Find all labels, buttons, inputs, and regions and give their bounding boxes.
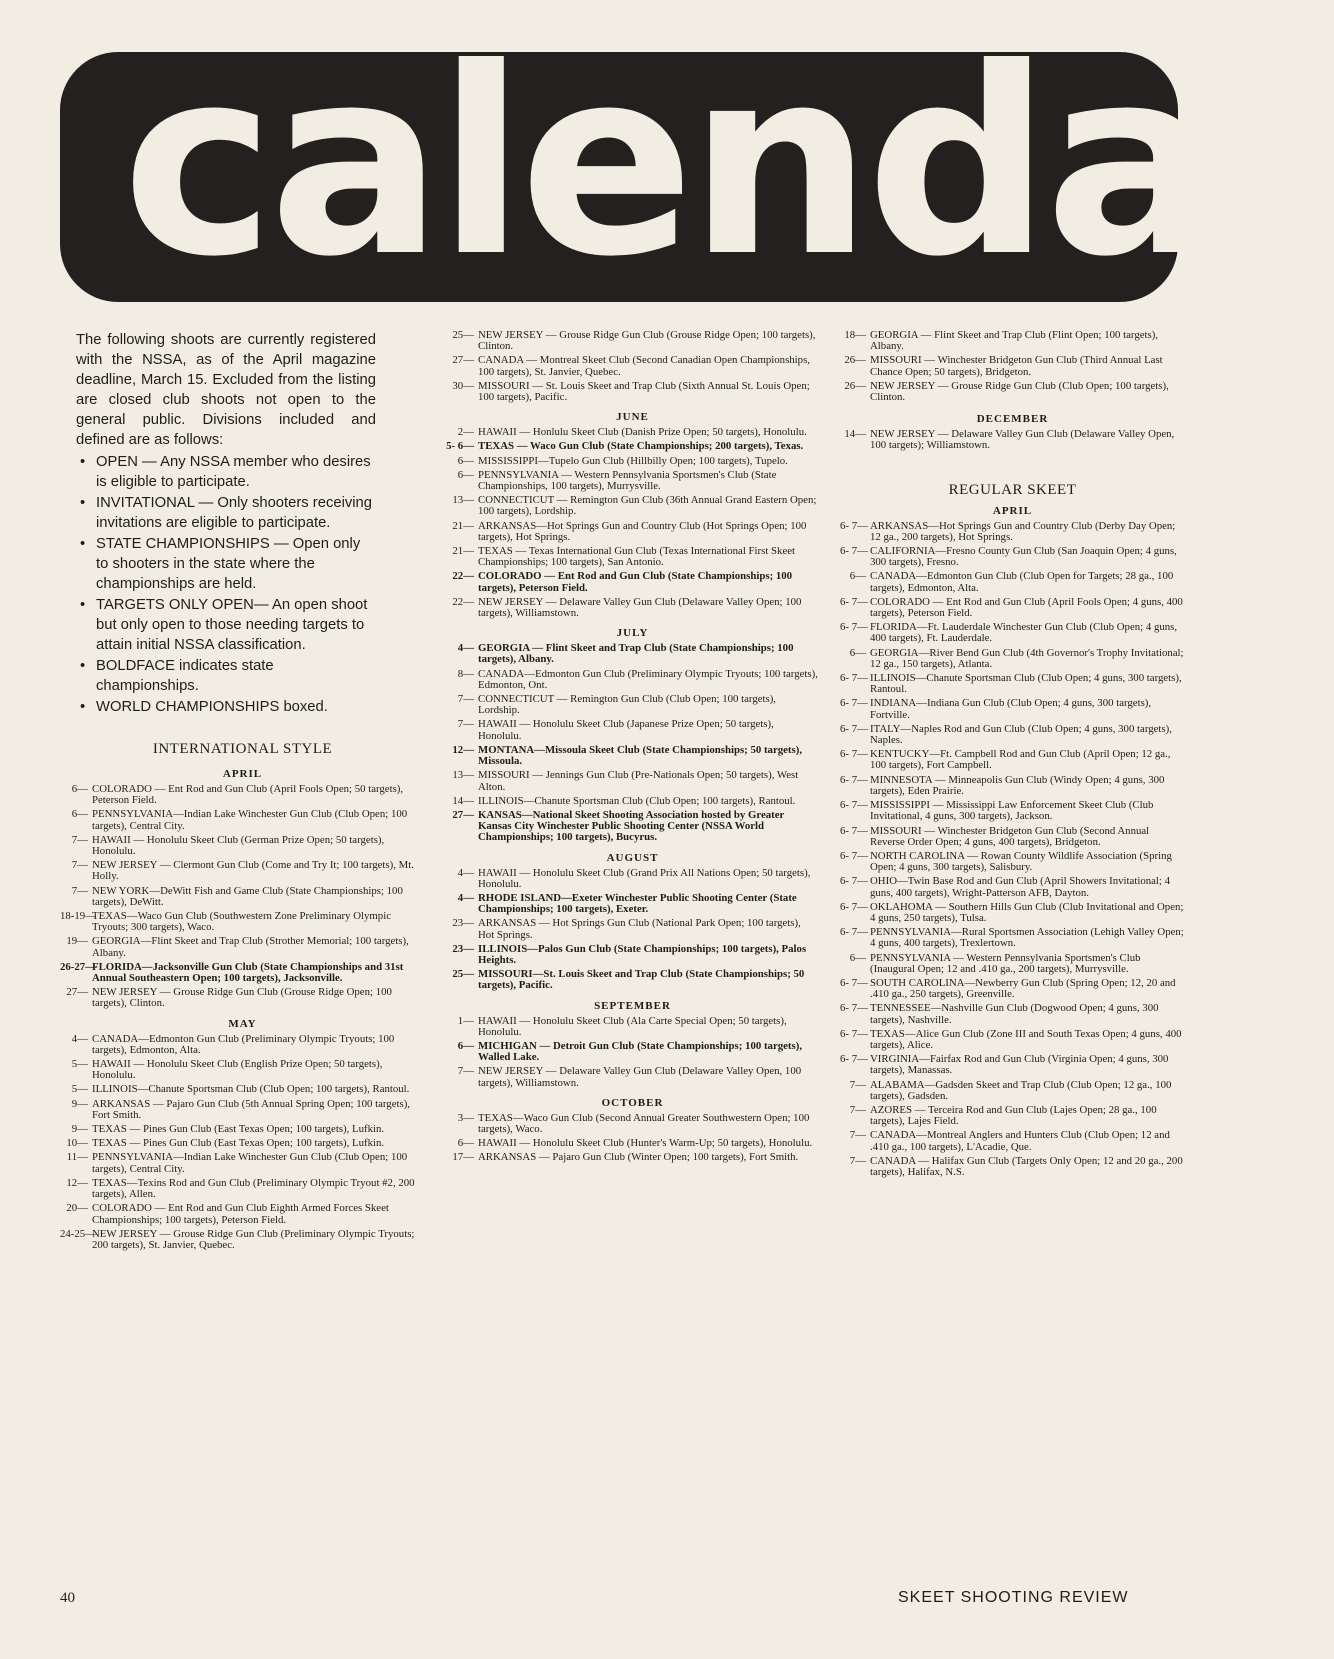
entry-date: 14 — bbox=[446, 796, 474, 807]
entry-text: TEXAS—Waco Gun Club (Second Annual Greater Southwestern Open; 100 targets), Waco. bbox=[478, 1111, 810, 1135]
calendar-entry bbox=[840, 1080, 1185, 1102]
calendar-entry bbox=[446, 694, 819, 716]
entry-list bbox=[446, 1016, 819, 1089]
entry-date: 6- 7 — bbox=[840, 1029, 866, 1040]
entry-text: KANSAS—National Skeet Shooting Association hosted by Greater Kansas City Winchester Public Shooting Center (NSSA World Championships; 100 targets), Bucyrus. bbox=[478, 808, 785, 844]
entry-text: CALIFORNIA—Fresno County Gun Club (San Joaquin Open; 4 guns, 300 targets), Fresno. bbox=[870, 545, 1177, 569]
definition-boldface: • BOLDFACE indicates state championships. bbox=[76, 656, 376, 696]
entry-date: 3 — bbox=[446, 1113, 474, 1124]
calendar-entry bbox=[60, 1034, 425, 1056]
calendar-entry bbox=[60, 1099, 425, 1121]
entry-text: HAWAII — Honolulu Skeet Club (German Prize Open; 50 targets), Honolulu. bbox=[92, 833, 385, 858]
month-heading: DECEMBER bbox=[976, 413, 1049, 426]
entry-text: GEORGIA — Flint Skeet and Trap Club (Flint Open; 100 targets), Albany. bbox=[870, 329, 1159, 353]
entry-text: COLORADO — Ent Rod and Gun Club (April Fools Open; 50 targets), Peterson Field. bbox=[92, 783, 404, 807]
entry-date: 7 — bbox=[60, 835, 88, 846]
entry-text: ITALY—Naples Rod and Gun Club (Club Open; 4 guns, 300 targets), Naples. bbox=[870, 722, 1172, 747]
calendar-entry bbox=[446, 330, 819, 352]
magazine-name: SKEET SHOOTING REVIEW bbox=[898, 1589, 1129, 1606]
entry-text: ALABAMA—Gadsden Skeet and Trap Club (Club Open; 12 ga., 100 targets), Gadsden. bbox=[870, 1078, 1172, 1102]
entry-date: 7 — bbox=[446, 719, 474, 730]
entry-date: 2 — bbox=[446, 427, 474, 438]
calendar-entry bbox=[840, 953, 1185, 975]
entry-date: 5- 6 — bbox=[446, 441, 474, 452]
entry-text: GEORGIA—Flint Skeet and Trap Club (Strother Memorial; 100 targets), Albany. bbox=[92, 935, 409, 959]
calendar-entry bbox=[60, 1152, 425, 1174]
entry-date: 6- 7 — bbox=[840, 622, 866, 633]
entry-text: TENNESSEE—Nashville Gun Club (Dogwood Open; 4 guns, 300 targets), Nashville. bbox=[870, 1002, 1159, 1026]
entry-text: NEW JERSEY — Delaware Valley Gun Club (Delaware Valley Open, 100 targets), Williamstown. bbox=[478, 1065, 802, 1089]
entry-date: 6 — bbox=[446, 470, 474, 481]
calendar-entry bbox=[840, 648, 1185, 670]
calendar-entry bbox=[446, 546, 819, 568]
entry-date: 5 — bbox=[60, 1059, 88, 1070]
entry-date: 11 — bbox=[60, 1152, 88, 1163]
entry-text: TEXAS — Pines Gun Club (East Texas Open; 100 targets), Lufkin. bbox=[92, 1123, 385, 1136]
entry-text: CANADA—Montreal Anglers and Hunters Club (Club Open; 12 and .410 ga., 100 targets), L'Acadie, Que. bbox=[870, 1129, 1170, 1153]
entry-date: 21 — bbox=[446, 546, 474, 557]
calendar-entry bbox=[840, 622, 1185, 644]
calendar-entry bbox=[840, 698, 1185, 720]
calendar-entry bbox=[446, 571, 819, 593]
entry-text: HAWAII — Honolulu Skeet Club (Japanese Prize Open; 50 targets), Honolulu. bbox=[478, 718, 774, 742]
entry-date: 6- 7 — bbox=[840, 673, 866, 684]
entry-date: 27 — bbox=[60, 987, 88, 998]
entry-text: NEW JERSEY — Grouse Ridge Gun Club (Grouse Ridge Open; 100 targets), Clinton. bbox=[478, 329, 816, 353]
entry-date: 19 — bbox=[60, 936, 88, 947]
calendar-entry bbox=[446, 868, 819, 890]
column-3 bbox=[840, 330, 1185, 1181]
entry-text: VIRGINIA—Fairfax Rod and Gun Club (Virginia Open; 4 guns, 300 targets), Manassas. bbox=[870, 1053, 1169, 1077]
entry-date: 25 — bbox=[446, 969, 474, 980]
entry-text: AZORES — Terceira Rod and Gun Club (Lajes Open; 28 ga., 100 targets), Lajes Field. bbox=[870, 1103, 1157, 1128]
entry-date: 13 — bbox=[446, 495, 474, 506]
entry-date: 7 — bbox=[840, 1156, 866, 1167]
calendar-entry bbox=[840, 330, 1185, 352]
entry-text: CONNECTICUT — Remington Gun Club (36th Annual Grand Eastern Open; 100 targets), Lordship. bbox=[478, 494, 817, 518]
entry-date: 25 — bbox=[446, 330, 474, 341]
entry-text: HAWAII — Honolulu Skeet Club (Grand Prix All Nations Open; 50 targets), Honolulu. bbox=[478, 866, 811, 890]
calendar-entry bbox=[60, 1084, 425, 1095]
definition-open: • OPEN — Any NSSA member who desires is eligible to participate. bbox=[76, 452, 376, 492]
calendar-entry bbox=[60, 1138, 425, 1149]
entry-date: 23 — bbox=[446, 918, 474, 929]
calendar-entry bbox=[840, 521, 1185, 543]
entry-text: ILLINOIS—Chanute Sportsman Club (Club Open; 100 targets), Rantoul. bbox=[478, 794, 796, 807]
entry-text: HAWAII — Honolulu Skeet Club (English Prize Open; 50 targets), Honolulu. bbox=[92, 1058, 383, 1082]
entry-date: 12 — bbox=[60, 1178, 88, 1189]
banner-title: calendar bbox=[122, 13, 1334, 313]
calendar-entry bbox=[60, 987, 425, 1009]
entry-text: HAWAII — Honolulu Skeet Club (Hunter's Warm-Up; 50 targets), Honolulu. bbox=[478, 1137, 813, 1150]
entry-list bbox=[446, 868, 819, 992]
definitions-list bbox=[76, 452, 376, 717]
entry-text: TEXAS—Alice Gun Club (Zone III and South Texas Open; 4 guns, 400 targets), Alice. bbox=[870, 1027, 1182, 1051]
calendar-entry bbox=[446, 521, 819, 543]
calendar-entry bbox=[446, 495, 819, 517]
entry-date: 27 — bbox=[446, 810, 474, 821]
entry-date: 6- 7 — bbox=[840, 978, 866, 989]
month-heading: APRIL bbox=[222, 768, 263, 780]
entry-date: 18-19 — bbox=[60, 911, 88, 922]
calendar-entry bbox=[446, 643, 819, 665]
entry-date: 9 — bbox=[60, 1099, 88, 1110]
calendar-entry bbox=[840, 673, 1185, 695]
entry-text: CANADA — Halifax Gun Club (Targets Only Open; 12 and 20 ga., 200 targets), Halifax, N.S. bbox=[870, 1154, 1183, 1178]
entry-date: 1 — bbox=[446, 1016, 474, 1027]
entry-list bbox=[840, 521, 1185, 1179]
calendar-entry bbox=[446, 796, 819, 807]
entry-text: COLORADO — Ent Rod and Gun Club (April Fools Open; 4 guns, 400 targets), Peterson Field. bbox=[870, 595, 1183, 620]
calendar-entry bbox=[446, 770, 819, 792]
calendar-entry bbox=[446, 1041, 819, 1063]
calendar-entry bbox=[446, 893, 819, 915]
calendar-entry bbox=[446, 1152, 819, 1163]
entry-date: 6- 7 — bbox=[840, 876, 866, 887]
calendar-entry bbox=[446, 381, 819, 403]
calendar-entry bbox=[446, 355, 819, 377]
entry-text: CANADA—Edmonton Gun Club (Preliminary Olympic Tryouts; 100 targets), Edmonton, Alta. bbox=[92, 1032, 395, 1056]
calendar-entry bbox=[840, 1130, 1185, 1152]
entry-date: 6- 7 — bbox=[840, 775, 866, 786]
entry-text: ILLINOIS—Chanute Sportsman Club (Club Open; 100 targets), Rantoul. bbox=[92, 1083, 410, 1096]
entry-text: MISSOURI — Jennings Gun Club (Pre-Nationals Open; 50 targets), West Alton. bbox=[478, 769, 799, 793]
entry-date: 4 — bbox=[60, 1034, 88, 1045]
entry-text: ARKANSAS—Hot Springs Gun and Country Club (Hot Springs Open; 100 targets), Hot Springs. bbox=[478, 519, 807, 543]
entry-text: NEW YORK—DeWitt Fish and Game Club (State Championships; 100 targets), DeWitt. bbox=[92, 884, 403, 908]
entry-date: 18 — bbox=[840, 330, 866, 341]
calendar-entry bbox=[60, 911, 425, 933]
calendar-entry bbox=[840, 800, 1185, 822]
entry-text: HAWAII — Honolulu Skeet Club (Ala Carte Special Open; 50 targets), Honolulu. bbox=[478, 1014, 787, 1038]
entry-text: INDIANA—Indiana Gun Club (Club Open; 4 guns, 300 targets), Fortville. bbox=[870, 697, 1152, 721]
entry-date: 6- 7 — bbox=[840, 546, 866, 557]
entry-text: PENNSYLVANIA — Western Pennsylvania Sportsmen's Club (Inaugural Open; 12 and .410 ga., 200 targets), Murrysville. bbox=[870, 951, 1141, 975]
entry-list bbox=[60, 1034, 425, 1251]
entry-date: 6- 7 — bbox=[840, 698, 866, 709]
entry-text: TEXAS — Waco Gun Club (State Championships; 200 targets), Texas. bbox=[478, 440, 804, 453]
entry-list bbox=[446, 330, 819, 403]
entry-date: 7 — bbox=[446, 694, 474, 705]
entry-date: 7 — bbox=[840, 1130, 866, 1141]
entry-date: 26-27 — bbox=[60, 962, 88, 973]
entry-text: MISSOURI — Winchester Bridgeton Gun Club (Third Annual Last Chance Open; 50 targets), Bridgeton. bbox=[870, 354, 1163, 378]
entry-date: 6 — bbox=[840, 648, 866, 659]
month-heading: OCTOBER bbox=[601, 1096, 664, 1109]
entry-date: 27 — bbox=[446, 355, 474, 366]
entry-text: NEW JERSEY — Delaware Valley Gun Club (Delaware Valley Open, 100 targets); Williamstown. bbox=[870, 428, 1175, 452]
entry-date: 6 — bbox=[60, 809, 88, 820]
entry-text: COLORADO — Ent Rod and Gun Club (State Championships; 100 targets), Peterson Field. bbox=[478, 570, 793, 594]
column-2 bbox=[446, 330, 819, 1167]
entry-text: ARKANSAS — Hot Springs Gun Club (National Park Open; 100 targets), Hot Springs. bbox=[478, 917, 801, 941]
entry-date: 6- 7 — bbox=[840, 1003, 866, 1014]
entry-text: ARKANSAS — Pajaro Gun Club (Winter Open; 100 targets), Fort Smith. bbox=[478, 1151, 799, 1164]
calendar-entry bbox=[840, 749, 1185, 771]
entry-text: NEW JERSEY — Delaware Valley Gun Club (Delaware Valley Open; 100 targets), Williamstown. bbox=[478, 595, 802, 620]
entry-text: CANADA—Edmonton Gun Club (Club Open for Targets; 28 ga., 100 targets), Edmonton, Alta. bbox=[870, 570, 1174, 594]
calendar-entry bbox=[446, 597, 819, 619]
month-heading: JUNE bbox=[616, 411, 649, 424]
entry-date: 7 — bbox=[60, 886, 88, 897]
calendar-entry bbox=[60, 1059, 425, 1081]
entry-text: TEXAS — Texas International Gun Club (Texas International First Skeet Championships; 100 targets), San Antonio. bbox=[478, 545, 796, 569]
calendar-entry bbox=[446, 1138, 819, 1149]
entry-text: TEXAS—Texins Rod and Gun Club (Preliminary Olympic Tryout #2, 200 targets), Allen. bbox=[92, 1176, 415, 1201]
month-heading: APRIL bbox=[992, 504, 1033, 517]
entry-date: 6- 7 — bbox=[840, 851, 866, 862]
month-heading: JULY bbox=[616, 627, 649, 640]
entry-date: 17 — bbox=[446, 1152, 474, 1163]
calendar-entry bbox=[446, 810, 819, 844]
entry-text: CANADA — Montreal Skeet Club (Second Canadian Open Championships, 100 targets), St. Janvier, Quebec. bbox=[478, 354, 810, 378]
entry-date: 6- 7 — bbox=[840, 1054, 866, 1065]
entry-text: MONTANA—Missoula Skeet Club (State Championships; 50 targets), Missoula. bbox=[478, 743, 803, 768]
entry-date: 6- 7 — bbox=[840, 800, 866, 811]
entry-date: 6- 7 — bbox=[840, 826, 866, 837]
calendar-entry bbox=[60, 1203, 425, 1225]
entry-text: FLORIDA—Jacksonville Gun Club (State Championships and 31st Annual Southeastern Open; 100 targets), Jacksonville. bbox=[92, 960, 404, 985]
entry-date: 6- 7 — bbox=[840, 749, 866, 760]
entry-date: 7 — bbox=[60, 860, 88, 871]
entry-text: TEXAS—Waco Gun Club (Southwestern Zone Preliminary Olympic Tryouts; 300 targets), Waco. bbox=[92, 910, 391, 934]
calendar-entry bbox=[446, 1113, 819, 1135]
calendar-entry bbox=[840, 1003, 1185, 1025]
calendar-entry bbox=[840, 876, 1185, 898]
calendar-entry bbox=[446, 745, 819, 767]
calendar-entry bbox=[840, 381, 1185, 403]
calendar-entry bbox=[60, 1124, 425, 1135]
entry-date: 6- 7 — bbox=[840, 724, 866, 735]
entry-text: TEXAS — Pines Gun Club (East Texas Open; 100 targets), Lufkin. bbox=[92, 1137, 385, 1150]
entry-text: CANADA—Edmonton Gun Club (Preliminary Olympic Tryouts; 100 targets), Edmonton, Ont. bbox=[478, 667, 818, 691]
calendar-entry bbox=[446, 944, 819, 966]
entry-text: KENTUCKY—Ft. Campbell Rod and Gun Club (April Open; 12 ga., 100 targets), Fort Campbell. bbox=[870, 748, 1171, 772]
calendar-entry bbox=[840, 927, 1185, 949]
entry-text: GEORGIA — Flint Skeet and Trap Club (State Championships; 100 targets), Albany. bbox=[478, 642, 794, 666]
calendar-entry bbox=[446, 427, 819, 438]
entry-text: OHIO—Twin Base Rod and Gun Club (April Showers Invitational; 4 guns, 400 targets), Wright-Patterson AFB, Dayton. bbox=[870, 875, 1171, 899]
calendar-entry bbox=[446, 918, 819, 940]
calendar-entry bbox=[446, 1016, 819, 1038]
intro bbox=[76, 330, 376, 717]
entry-text: ILLINOIS—Palos Gun Club (State Championships; 100 targets), Palos Heights. bbox=[478, 942, 807, 966]
entry-date: 6 — bbox=[840, 571, 866, 582]
entry-date: 24-25 — bbox=[60, 1229, 88, 1240]
calendar-entry bbox=[60, 809, 425, 831]
entry-date: 13 — bbox=[446, 770, 474, 781]
entry-text: MISSOURI — Winchester Bridgeton Gun Club (Second Annual Reverse Order Open; 4 guns, 400 targets), Bridgeton. bbox=[870, 824, 1150, 848]
entry-text: MISSOURI — St. Louis Skeet and Trap Club (Sixth Annual St. Louis Open; 100 targets), Pacific. bbox=[478, 379, 810, 404]
entry-text: MISSISSIPPI — Mississippi Law Enforcement Skeet Club (Club Invitational, 4 guns, 300 targets), Jackson. bbox=[870, 799, 1154, 823]
entry-date: 10 — bbox=[60, 1138, 88, 1149]
section-heading-international: INTERNATIONAL STYLE bbox=[152, 741, 333, 757]
entry-text: PENNSYLVANIA — Western Pennsylvania Sportsmen's Club (State Championships, 100 targets), Murrysville. bbox=[478, 468, 777, 493]
entry-text: ARKANSAS—Hot Springs Gun and Country Club (Derby Day Open; 12 ga., 200 targets), Hot Springs. bbox=[870, 519, 1176, 543]
section-heading-regular: REGULAR SKEET bbox=[948, 481, 1077, 498]
entry-date: 8 — bbox=[446, 669, 474, 680]
entry-list bbox=[840, 330, 1185, 403]
page-number: 40 bbox=[60, 1590, 75, 1606]
calendar-entry bbox=[446, 441, 819, 452]
entry-date: 21 — bbox=[446, 521, 474, 532]
entry-text: RHODE ISLAND—Exeter Winchester Public Shooting Center (State Championships; 100 targets), Exeter. bbox=[478, 891, 797, 916]
calendar-entry bbox=[60, 936, 425, 958]
calendar-entry bbox=[60, 1178, 425, 1200]
entry-date: 22 — bbox=[446, 571, 474, 582]
definition-world-championships: • WORLD CHAMPIONSHIPS boxed. bbox=[76, 697, 376, 717]
entry-date: 6- 7 — bbox=[840, 927, 866, 938]
entry-text: NEW JERSEY — Clermont Gun Club (Come and Try It; 100 targets), Mt. Holly. bbox=[92, 859, 414, 883]
entry-text: PENNSYLVANIA—Rural Sportsmen Association (Lehigh Valley Open; 4 guns, 400 targets), Trexlertown. bbox=[870, 926, 1184, 950]
calendar-entry bbox=[840, 1054, 1185, 1076]
entry-text: MISSOURI—St. Louis Skeet and Trap Club (State Championships; 50 targets), Pacific. bbox=[478, 968, 805, 992]
calendar-entry bbox=[840, 546, 1185, 568]
entry-date: 6 — bbox=[60, 784, 88, 795]
entry-text: ILLINOIS—Chanute Sportsman Club (Club Open; 4 guns, 300 targets), Rantoul. bbox=[870, 672, 1182, 696]
entry-date: 7 — bbox=[446, 1066, 474, 1077]
calendar-entry bbox=[60, 784, 425, 806]
entry-date: 4 — bbox=[446, 893, 474, 904]
entry-date: 12 — bbox=[446, 745, 474, 756]
calendar-entry bbox=[60, 886, 425, 908]
entry-date: 9 — bbox=[60, 1124, 88, 1135]
entry-date: 5 — bbox=[60, 1084, 88, 1095]
entry-list bbox=[446, 643, 819, 843]
entry-text: MISSISSIPPI—Tupelo Gun Club (Hillbilly Open; 100 targets), Tupelo. bbox=[478, 454, 788, 467]
entry-date: 6- 7 — bbox=[840, 521, 866, 532]
calendar-entry bbox=[446, 456, 819, 467]
entry-date: 4 — bbox=[446, 643, 474, 654]
entry-date: 6 — bbox=[840, 953, 866, 964]
entry-text: COLORADO — Ent Rod and Gun Club Eighth Armed Forces Skeet Championships; 100 targets), Peterson Field. bbox=[92, 1202, 389, 1226]
entry-date: 20 — bbox=[60, 1203, 88, 1214]
entry-text: ARKANSAS — Pajaro Gun Club (5th Annual Spring Open; 100 targets), Fort Smith. bbox=[92, 1097, 410, 1121]
entry-date: 26 — bbox=[840, 381, 866, 392]
calendar-entry bbox=[840, 775, 1185, 797]
month-heading: AUGUST bbox=[606, 851, 659, 864]
calendar-entry bbox=[446, 470, 819, 492]
entry-date: 4 — bbox=[446, 868, 474, 879]
calendar-entry bbox=[446, 969, 819, 991]
calendar-entry bbox=[840, 355, 1185, 377]
entry-date: 6- 7 — bbox=[840, 902, 866, 913]
calendar-entry bbox=[840, 571, 1185, 593]
entry-date: 22 — bbox=[446, 597, 474, 608]
entry-text: MICHIGAN — Detroit Gun Club (State Championships; 100 targets), Walled Lake. bbox=[478, 1039, 803, 1064]
calendar-entry bbox=[840, 1029, 1185, 1051]
entry-text: NEW JERSEY — Grouse Ridge Gun Club (Preliminary Olympic Tryouts; 200 targets), St. Janvier, Quebec. bbox=[92, 1227, 415, 1251]
calendar-entry bbox=[60, 860, 425, 882]
entry-text: FLORIDA—Ft. Lauderdale Winchester Gun Club (Club Open; 4 guns, 400 targets), Ft. Lauderdale. bbox=[870, 621, 1178, 645]
entry-text: NEW JERSEY — Grouse Ridge Gun Club (Grouse Ridge Open; 100 targets), Clinton. bbox=[92, 986, 392, 1010]
calendar-entry bbox=[840, 902, 1185, 924]
entry-date: 7 — bbox=[840, 1105, 866, 1116]
calendar-entry bbox=[446, 1066, 819, 1088]
calendar-entry bbox=[840, 597, 1185, 619]
month-heading: MAY bbox=[228, 1017, 257, 1030]
entry-text: NEW JERSEY — Grouse Ridge Gun Club (Club Open; 100 targets), Clinton. bbox=[870, 379, 1169, 404]
definition-state-championships: • STATE CHAMPIONSHIPS — Open only to shooters in the state where the championships are held. bbox=[76, 534, 376, 594]
entry-date: 6 — bbox=[446, 456, 474, 467]
entry-text: HAWAII — Honlulu Skeet Club (Danish Prize Open; 50 targets), Honolulu. bbox=[478, 426, 807, 439]
calendar-entry bbox=[840, 724, 1185, 746]
calendar-entry bbox=[446, 719, 819, 741]
definition-targets-only: • TARGETS ONLY OPEN— An open shoot but only open to those needing targets to attain initial NSSA classification. bbox=[76, 595, 376, 655]
calendar-banner bbox=[60, 13, 1334, 313]
calendar-entry bbox=[840, 978, 1185, 1000]
calendar-entry bbox=[840, 1156, 1185, 1178]
column-1 bbox=[60, 330, 425, 1254]
entry-date: 23 — bbox=[446, 944, 474, 955]
entry-list bbox=[60, 784, 425, 1010]
entry-date: 6 — bbox=[446, 1041, 474, 1052]
intro-paragraph: The following shoots are currently registered with the NSSA, as of the April magazine deadline, March 15. Excluded from the listing are closed club shoots not open to the general public. Divisions included and defined are as follows: bbox=[76, 332, 376, 448]
entry-date: 14 — bbox=[840, 429, 866, 440]
entry-text: OKLAHOMA — Southern Hills Gun Club (Club Invitational and Open; 4 guns, 250 targets), Tulsa. bbox=[870, 900, 1184, 924]
entry-date: 6- 7 — bbox=[840, 597, 866, 608]
entry-text: MINNESOTA — Minneapolis Gun Club (Windy Open; 4 guns, 300 targets), Eden Prairie. bbox=[870, 773, 1165, 797]
calendar-entry bbox=[60, 1229, 425, 1251]
calendar-entry bbox=[446, 669, 819, 691]
definition-invitational: • INVITATIONAL — Only shooters receiving invitations are eligible to participate. bbox=[76, 493, 376, 533]
calendar-entry bbox=[840, 851, 1185, 873]
entry-date: 26 — bbox=[840, 355, 866, 366]
calendar-entry bbox=[840, 1105, 1185, 1127]
entry-text: PENNSYLVANIA—Indian Lake Winchester Gun Club (Club Open; 100 targets), Central City. bbox=[92, 1151, 408, 1175]
entry-list bbox=[840, 429, 1185, 451]
calendar-entry bbox=[840, 826, 1185, 848]
entry-date: 30 — bbox=[446, 381, 474, 392]
entry-text: GEORGIA—River Bend Gun Club (4th Governor's Trophy Invitational; 12 ga., 150 targets), Atlanta. bbox=[870, 646, 1184, 670]
calendar-entry bbox=[840, 429, 1185, 451]
entry-text: CONNECTICUT — Remington Gun Club (Club Open; 100 targets), Lordship. bbox=[478, 693, 777, 717]
entry-date: 6 — bbox=[446, 1138, 474, 1149]
entry-date: 7 — bbox=[840, 1080, 866, 1091]
month-heading: SEPTEMBER bbox=[594, 999, 671, 1012]
entry-list bbox=[446, 1113, 819, 1164]
entry-text: PENNSYLVANIA—Indian Lake Winchester Gun Club (Club Open; 100 targets), Central City. bbox=[92, 808, 408, 832]
entry-text: NORTH CAROLINA — Rowan County Wildlife Association (Spring Open; 4 guns, 300 targets), Salisbury. bbox=[870, 849, 1172, 874]
calendar-entry bbox=[60, 962, 425, 984]
calendar-entry bbox=[60, 835, 425, 857]
entry-text: SOUTH CAROLINA—Newberry Gun Club (Spring Open; 12, 20 and .410 ga., 250 targets), Greenville. bbox=[870, 976, 1176, 1001]
entry-list bbox=[446, 427, 819, 619]
